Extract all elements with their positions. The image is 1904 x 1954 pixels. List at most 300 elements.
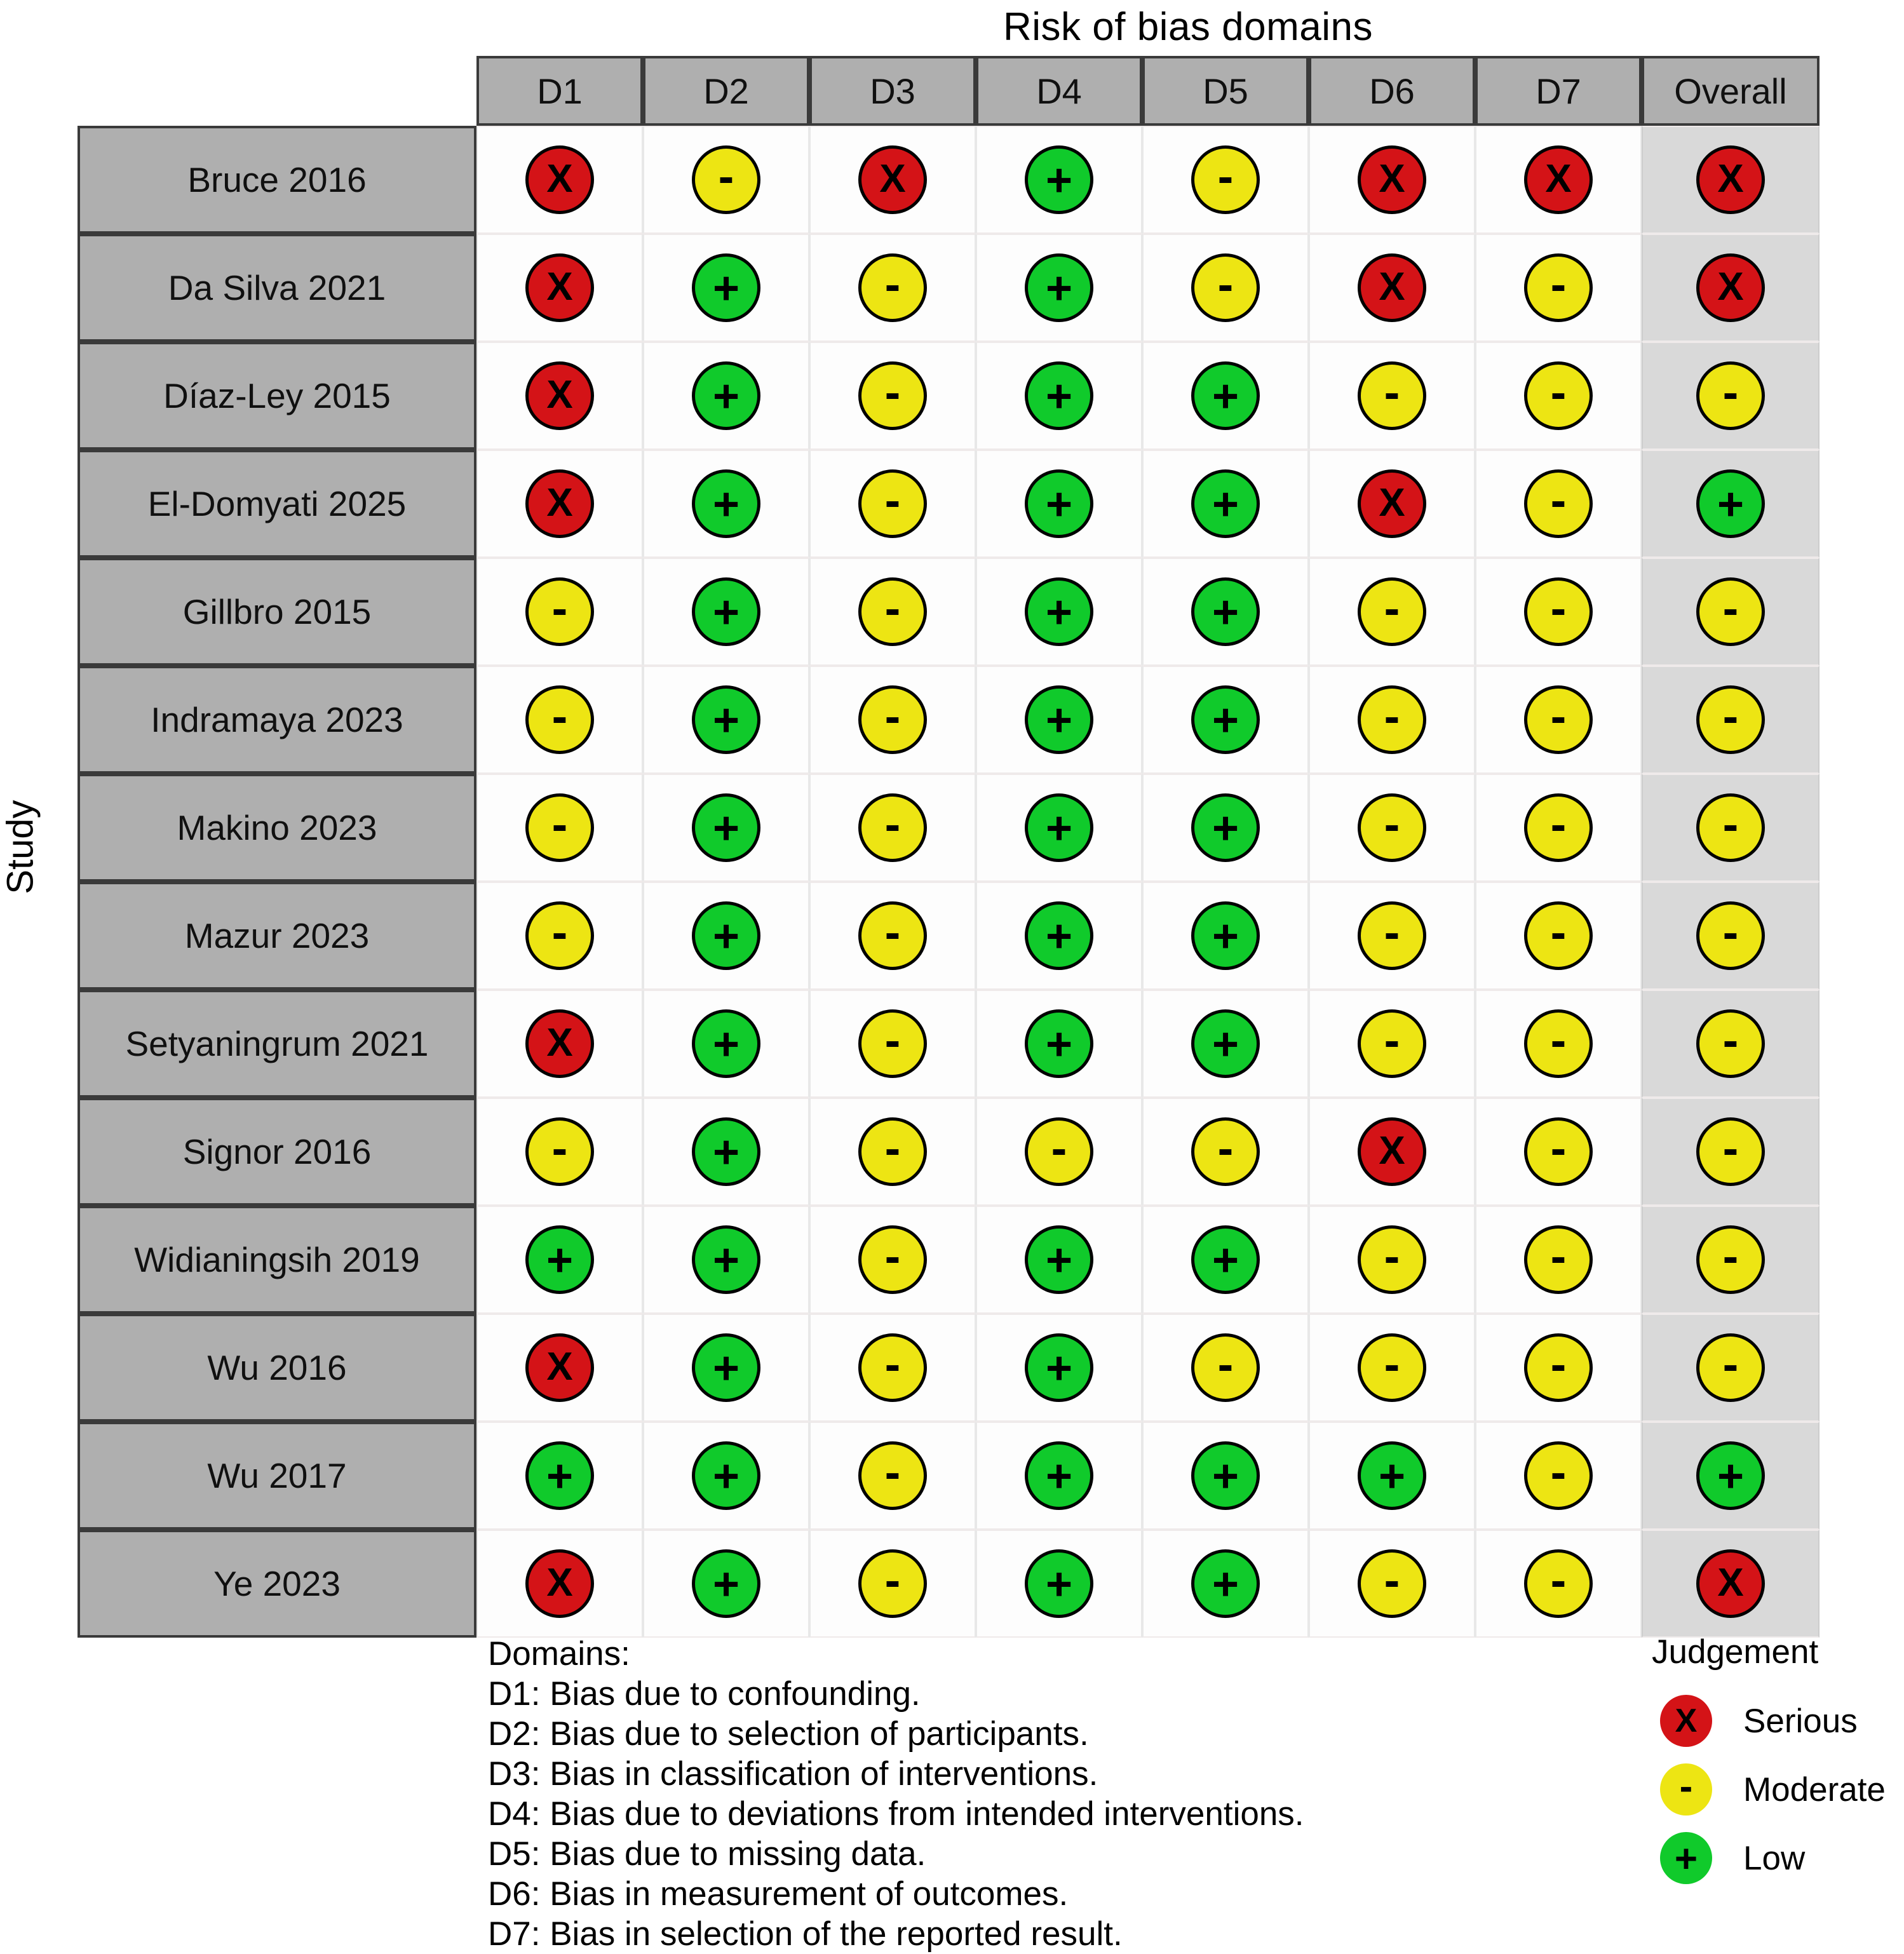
judgement-serious-icon xyxy=(525,1333,594,1402)
judgement-cell-d4 xyxy=(976,1098,1142,1206)
judgement-moderate-icon xyxy=(1696,1117,1765,1186)
judgement-moderate-icon xyxy=(858,1441,927,1510)
judgement-glyph: X xyxy=(546,481,573,525)
judgement-glyph: X xyxy=(1379,1129,1405,1173)
judgement-cell-d5 xyxy=(1142,990,1309,1098)
judgement-glyph: X xyxy=(1717,265,1744,309)
judgement-serious-icon xyxy=(1358,253,1426,322)
judgement-moderate-icon xyxy=(1524,793,1593,862)
judgement-low-icon xyxy=(1025,577,1093,646)
judgement-cell-d2 xyxy=(643,1422,809,1530)
judgement-glyph: X xyxy=(546,157,573,201)
judgement-moderate-icon xyxy=(1524,685,1593,754)
judgement-glyph: + xyxy=(712,1451,740,1502)
judgement-glyph: + xyxy=(712,1559,740,1610)
judgement-glyph: - xyxy=(1550,582,1567,635)
table-row xyxy=(78,558,1820,666)
judgement-cell-overall xyxy=(1642,558,1820,666)
judgement-cell-d6 xyxy=(1309,126,1475,234)
judgement-cell-d7 xyxy=(1475,342,1642,450)
column-header-d7: D7 xyxy=(1475,56,1642,126)
judgement-glyph: + xyxy=(1045,1559,1073,1610)
judgement-legend-title: Judgement xyxy=(1652,1633,1819,1671)
judgement-glyph: X xyxy=(546,265,573,309)
judgement-glyph: - xyxy=(551,582,568,635)
judgement-cell-d4 xyxy=(976,558,1142,666)
judgement-cell-d6 xyxy=(1309,1206,1475,1314)
judgement-moderate-icon xyxy=(1025,1117,1093,1186)
judgement-glyph: + xyxy=(712,587,740,638)
judgement-low-icon xyxy=(1025,1441,1093,1510)
judgement-glyph: - xyxy=(551,798,568,851)
judgement-low-icon xyxy=(692,361,760,430)
judgement-moderate-icon xyxy=(1358,1333,1426,1402)
judgement-serious-icon xyxy=(1358,145,1426,214)
domain-description-d2: D2: Bias due to selection of participants. xyxy=(488,1715,1089,1753)
judgement-serious-icon xyxy=(1358,469,1426,538)
judgement-glyph: + xyxy=(1212,803,1239,854)
table-row xyxy=(78,1530,1820,1638)
judgement-cell-d4 xyxy=(976,666,1142,774)
judgement-cell-d2 xyxy=(643,1314,809,1422)
judgement-cell-overall xyxy=(1642,990,1820,1098)
judgement-cell-overall xyxy=(1642,666,1820,774)
judgement-moderate-icon xyxy=(1696,361,1765,430)
judgement-glyph: - xyxy=(884,1554,901,1607)
study-label: Bruce 2016 xyxy=(78,126,476,234)
judgement-cell-d1 xyxy=(476,1098,643,1206)
column-header-overall: Overall xyxy=(1642,56,1820,126)
judgement-moderate-icon xyxy=(1524,361,1593,430)
judgement-low-icon xyxy=(1191,1441,1260,1510)
legend-label-serious: Serious xyxy=(1743,1702,1858,1740)
judgement-glyph: - xyxy=(1384,1338,1400,1391)
judgement-glyph: + xyxy=(1212,479,1239,530)
study-label: Widianingsih 2019 xyxy=(78,1206,476,1314)
judgement-cell-d5 xyxy=(1142,234,1309,342)
judgement-serious-icon xyxy=(525,145,594,214)
judgement-cell-d5 xyxy=(1142,1098,1309,1206)
judgement-cell-overall xyxy=(1642,1314,1820,1422)
judgement-cell-d3 xyxy=(809,126,976,234)
judgement-glyph: X xyxy=(879,157,906,201)
judgement-glyph: - xyxy=(1550,1338,1567,1391)
judgement-glyph: - xyxy=(1722,1122,1739,1175)
judgement-cell-d3 xyxy=(809,1206,976,1314)
judgement-glyph: - xyxy=(551,906,568,959)
judgement-glyph: - xyxy=(551,1122,568,1175)
judgement-glyph: - xyxy=(1722,906,1739,959)
judgement-cell-d5 xyxy=(1142,774,1309,882)
judgement-cell-d2 xyxy=(643,774,809,882)
judgement-low-icon xyxy=(525,1225,594,1294)
judgement-glyph: + xyxy=(712,1019,740,1070)
corner-spacer xyxy=(78,56,476,126)
judgement-cell-d7 xyxy=(1475,774,1642,882)
judgement-low-icon xyxy=(1191,469,1260,538)
judgement-glyph: + xyxy=(712,479,740,530)
judgement-glyph: - xyxy=(884,366,901,419)
judgement-cell-d1 xyxy=(476,1314,643,1422)
table-row xyxy=(78,774,1820,882)
judgement-cell-d7 xyxy=(1475,1206,1642,1314)
judgement-cell-overall xyxy=(1642,882,1820,990)
judgement-glyph: + xyxy=(712,371,740,422)
judgement-moderate-icon xyxy=(1191,1117,1260,1186)
judgement-cell-d7 xyxy=(1475,990,1642,1098)
judgement-moderate-icon xyxy=(858,1009,927,1078)
judgement-glyph: X xyxy=(1379,481,1405,525)
judgement-cell-d5 xyxy=(1142,1206,1309,1314)
domain-description-d3: D3: Bias in classification of interventions. xyxy=(488,1755,1098,1793)
judgement-glyph: + xyxy=(712,1343,740,1394)
judgement-moderate-icon xyxy=(1191,145,1260,214)
judgement-glyph: - xyxy=(1722,1230,1739,1283)
judgement-moderate-icon xyxy=(1524,1333,1593,1402)
judgement-cell-d4 xyxy=(976,1530,1142,1638)
judgement-glyph: - xyxy=(1051,1122,1067,1175)
study-label: Ye 2023 xyxy=(78,1530,476,1638)
judgement-cell-d6 xyxy=(1309,558,1475,666)
judgement-cell-d3 xyxy=(809,1530,976,1638)
judgement-serious-icon xyxy=(1358,1117,1426,1186)
judgement-cell-d2 xyxy=(643,1530,809,1638)
judgement-low-icon xyxy=(1191,901,1260,970)
judgement-moderate-icon xyxy=(692,145,760,214)
judgement-glyph: X xyxy=(1379,157,1405,201)
judgement-cell-d5 xyxy=(1142,558,1309,666)
judgement-low-icon xyxy=(1025,361,1093,430)
judgement-glyph: - xyxy=(884,798,901,851)
judgement-moderate-icon xyxy=(1191,1333,1260,1402)
judgement-cell-d2 xyxy=(643,666,809,774)
judgement-cell-overall xyxy=(1642,126,1820,234)
judgement-cell-d3 xyxy=(809,342,976,450)
judgement-cell-d5 xyxy=(1142,882,1309,990)
judgement-glyph: - xyxy=(884,690,901,743)
judgement-moderate-icon xyxy=(525,685,594,754)
judgement-moderate-icon xyxy=(858,901,927,970)
judgement-cell-overall xyxy=(1642,234,1820,342)
judgement-moderate-icon xyxy=(525,1117,594,1186)
judgement-glyph: + xyxy=(712,1235,740,1286)
judgement-glyph: X xyxy=(1717,157,1744,201)
judgement-cell-d2 xyxy=(643,882,809,990)
judgement-cell-d4 xyxy=(976,1314,1142,1422)
judgement-cell-d3 xyxy=(809,1098,976,1206)
judgement-low-icon xyxy=(1191,1225,1260,1294)
judgement-cell-d4 xyxy=(976,882,1142,990)
judgement-cell-d1 xyxy=(476,990,643,1098)
judgement-cell-d1 xyxy=(476,558,643,666)
judgement-moderate-icon xyxy=(525,901,594,970)
judgement-serious-icon xyxy=(525,253,594,322)
judgement-low-icon xyxy=(692,1333,760,1402)
domain-description-d1: D1: Bias due to confounding. xyxy=(488,1675,921,1713)
judgement-glyph: - xyxy=(1217,1338,1234,1391)
judgement-cell-d5 xyxy=(1142,1422,1309,1530)
judgement-low-icon xyxy=(525,1441,594,1510)
judgement-glyph: X xyxy=(546,373,573,417)
judgement-glyph: - xyxy=(1384,906,1400,959)
judgement-cell-d6 xyxy=(1309,1314,1475,1422)
judgement-low-icon xyxy=(1025,793,1093,862)
judgement-glyph: - xyxy=(1384,1014,1400,1067)
judgement-moderate-icon xyxy=(858,361,927,430)
judgement-cell-d4 xyxy=(976,342,1142,450)
table-row xyxy=(78,342,1820,450)
judgement-glyph: + xyxy=(1212,1451,1239,1502)
judgement-glyph: - xyxy=(1550,1122,1567,1175)
judgement-low-icon xyxy=(1025,145,1093,214)
judgement-cell-d4 xyxy=(976,234,1142,342)
domain-description-d4: D4: Bias due to deviations from intended interventions. xyxy=(488,1795,1304,1833)
judgement-cell-d6 xyxy=(1309,990,1475,1098)
judgement-cell-overall xyxy=(1642,342,1820,450)
judgement-glyph: - xyxy=(1384,690,1400,743)
table-row xyxy=(78,450,1820,558)
judgement-glyph: + xyxy=(1212,911,1239,962)
legend-glyph: X xyxy=(1675,1702,1698,1739)
judgement-glyph: - xyxy=(1722,690,1739,743)
judgement-moderate-icon xyxy=(1358,1009,1426,1078)
judgement-cell-overall xyxy=(1642,1530,1820,1638)
judgement-cell-d7 xyxy=(1475,234,1642,342)
judgement-serious-icon xyxy=(1696,1549,1765,1618)
judgement-glyph: - xyxy=(1550,690,1567,743)
judgement-low-icon xyxy=(692,577,760,646)
judgement-cell-d6 xyxy=(1309,1422,1475,1530)
judgement-low-icon xyxy=(1025,1225,1093,1294)
table-row xyxy=(78,126,1820,234)
judgement-glyph: - xyxy=(1217,258,1234,311)
judgement-low-icon xyxy=(1025,469,1093,538)
judgement-serious-icon xyxy=(525,469,594,538)
judgement-cell-d5 xyxy=(1142,1314,1309,1422)
study-label: Díaz-Ley 2015 xyxy=(78,342,476,450)
judgement-glyph: + xyxy=(712,1127,740,1178)
judgement-moderate-icon xyxy=(1696,577,1765,646)
judgement-glyph: X xyxy=(546,1021,573,1065)
judgement-low-icon xyxy=(1025,1009,1093,1078)
judgement-glyph: - xyxy=(1384,798,1400,851)
judgement-moderate-icon xyxy=(1524,577,1593,646)
judgement-low-icon xyxy=(1025,253,1093,322)
judgement-glyph: - xyxy=(1722,798,1739,851)
judgement-serious-icon xyxy=(525,1549,594,1618)
judgement-glyph: X xyxy=(1717,1561,1744,1605)
legend-swatch-wrap xyxy=(1652,1832,1720,1884)
judgement-cell-overall xyxy=(1642,1098,1820,1206)
legend-row-moderate xyxy=(1652,1755,1886,1824)
study-label: Makino 2023 xyxy=(78,774,476,882)
judgement-moderate-icon xyxy=(1358,1225,1426,1294)
judgement-cell-d3 xyxy=(809,666,976,774)
judgement-low-icon xyxy=(692,901,760,970)
judgement-glyph: + xyxy=(1045,911,1073,962)
judgement-moderate-icon xyxy=(1696,901,1765,970)
judgement-glyph: + xyxy=(1045,803,1073,854)
judgement-low-icon xyxy=(692,1009,760,1078)
judgement-glyph: + xyxy=(1045,155,1073,206)
judgement-low-icon xyxy=(1025,901,1093,970)
judgement-moderate-icon xyxy=(1524,253,1593,322)
judgement-glyph: + xyxy=(1212,1559,1239,1610)
judgement-cell-d3 xyxy=(809,1422,976,1530)
legend-row-low xyxy=(1652,1824,1886,1892)
judgement-low-icon xyxy=(1025,685,1093,754)
study-label: Setyaningrum 2021 xyxy=(78,990,476,1098)
table-header-row xyxy=(78,56,1820,126)
judgement-cell-d7 xyxy=(1475,1422,1642,1530)
judgement-glyph: - xyxy=(1550,258,1567,311)
judgement-cell-d6 xyxy=(1309,774,1475,882)
judgement-glyph: + xyxy=(546,1451,574,1502)
judgement-moderate-icon xyxy=(858,1333,927,1402)
judgement-cell-d2 xyxy=(643,342,809,450)
judgement-cell-d1 xyxy=(476,774,643,882)
judgement-cell-d3 xyxy=(809,234,976,342)
table-row xyxy=(78,882,1820,990)
column-header-d3: D3 xyxy=(809,56,976,126)
judgement-cell-d7 xyxy=(1475,558,1642,666)
judgement-glyph: + xyxy=(712,695,740,746)
judgement-glyph: - xyxy=(1550,906,1567,959)
judgement-moderate-icon xyxy=(858,1225,927,1294)
column-header-d5: D5 xyxy=(1142,56,1309,126)
judgement-cell-d1 xyxy=(476,126,643,234)
judgement-glyph: + xyxy=(712,263,740,314)
judgement-cell-d1 xyxy=(476,1206,643,1314)
judgement-glyph: - xyxy=(1550,798,1567,851)
domain-description-d6: D6: Bias in measurement of outcomes. xyxy=(488,1875,1069,1913)
judgement-glyph: - xyxy=(1550,1014,1567,1067)
judgement-low-icon xyxy=(692,1549,760,1618)
judgement-moderate-icon xyxy=(525,793,594,862)
legend-row-serious xyxy=(1652,1687,1886,1755)
judgement-glyph: - xyxy=(884,474,901,527)
study-label: El-Domyati 2025 xyxy=(78,450,476,558)
judgement-cell-d4 xyxy=(976,774,1142,882)
judgement-moderate-icon xyxy=(858,1549,927,1618)
judgement-cell-d7 xyxy=(1475,450,1642,558)
judgement-low-icon xyxy=(692,685,760,754)
judgement-cell-d3 xyxy=(809,1314,976,1422)
judgement-moderate-icon xyxy=(858,1117,927,1186)
page-title: Risk of bias domains xyxy=(1003,5,1374,49)
legend-glyph: + xyxy=(1674,1837,1698,1881)
judgement-glyph: - xyxy=(1550,1554,1567,1607)
judgement-glyph: - xyxy=(884,1014,901,1067)
judgement-cell-d6 xyxy=(1309,342,1475,450)
domains-legend xyxy=(488,1634,1304,1954)
judgement-moderate-icon xyxy=(1358,1549,1426,1618)
judgement-glyph: - xyxy=(1722,366,1739,419)
judgement-low-icon xyxy=(1358,1441,1426,1510)
study-label: Mazur 2023 xyxy=(78,882,476,990)
table-row xyxy=(78,666,1820,774)
judgement-cell-d1 xyxy=(476,1422,643,1530)
judgement-cell-d4 xyxy=(976,126,1142,234)
judgement-cell-d4 xyxy=(976,1206,1142,1314)
judgement-glyph: - xyxy=(1550,1230,1567,1283)
domains-legend-heading: Domains: xyxy=(488,1635,630,1673)
judgement-glyph: - xyxy=(1217,150,1234,203)
judgement-moderate-icon xyxy=(1524,1441,1593,1510)
study-label: Signor 2016 xyxy=(78,1098,476,1206)
judgement-cell-d7 xyxy=(1475,1314,1642,1422)
judgement-cell-d7 xyxy=(1475,1098,1642,1206)
judgement-glyph: - xyxy=(718,150,734,203)
judgement-cell-d6 xyxy=(1309,450,1475,558)
judgement-cell-d6 xyxy=(1309,666,1475,774)
judgement-serious-icon xyxy=(525,1009,594,1078)
judgement-glyph: - xyxy=(1217,1122,1234,1175)
judgement-glyph: + xyxy=(1212,1019,1239,1070)
judgement-glyph: X xyxy=(546,1561,573,1605)
judgement-moderate-icon xyxy=(525,577,594,646)
judgement-serious-icon xyxy=(1696,145,1765,214)
judgement-moderate-icon xyxy=(1696,685,1765,754)
column-header-d1: D1 xyxy=(476,56,643,126)
judgement-cell-d1 xyxy=(476,342,643,450)
judgement-low-icon xyxy=(1025,1333,1093,1402)
judgement-glyph: + xyxy=(1717,1451,1745,1502)
judgement-glyph: + xyxy=(1045,1451,1073,1502)
judgement-cell-d1 xyxy=(476,882,643,990)
judgement-glyph: - xyxy=(1722,1014,1739,1067)
table-row xyxy=(78,1314,1820,1422)
judgement-glyph: - xyxy=(1384,1554,1400,1607)
judgement-cell-d4 xyxy=(976,450,1142,558)
judgement-moderate-icon xyxy=(1524,1009,1593,1078)
judgement-cell-overall xyxy=(1642,1422,1820,1530)
judgement-cell-d6 xyxy=(1309,234,1475,342)
judgement-low-icon xyxy=(1696,469,1765,538)
judgement-glyph: - xyxy=(1384,582,1400,635)
judgement-glyph: - xyxy=(1550,1446,1567,1499)
judgement-low-icon xyxy=(692,793,760,862)
judgement-glyph: - xyxy=(884,582,901,635)
judgement-cell-d3 xyxy=(809,450,976,558)
judgement-moderate-icon xyxy=(1524,901,1593,970)
judgement-low-icon xyxy=(1191,577,1260,646)
legend-label-low: Low xyxy=(1743,1839,1806,1877)
legend-moderate-icon xyxy=(1660,1763,1712,1816)
judgement-glyph: + xyxy=(1045,695,1073,746)
judgement-low-icon xyxy=(692,469,760,538)
judgement-cell-d3 xyxy=(809,558,976,666)
judgement-cell-d6 xyxy=(1309,882,1475,990)
judgement-low-icon xyxy=(692,1117,760,1186)
judgement-glyph: + xyxy=(1212,587,1239,638)
judgement-moderate-icon xyxy=(1191,253,1260,322)
judgement-cell-d2 xyxy=(643,1206,809,1314)
judgement-glyph: X xyxy=(546,1345,573,1389)
judgement-cell-d1 xyxy=(476,450,643,558)
judgement-cell-d4 xyxy=(976,990,1142,1098)
judgement-glyph: - xyxy=(884,906,901,959)
judgement-low-icon xyxy=(692,253,760,322)
column-header-d6: D6 xyxy=(1309,56,1475,126)
judgement-glyph: - xyxy=(884,1446,901,1499)
judgement-moderate-icon xyxy=(1696,1333,1765,1402)
judgement-cell-d2 xyxy=(643,126,809,234)
judgement-glyph: + xyxy=(1045,1343,1073,1394)
table-row xyxy=(78,1422,1820,1530)
judgement-cell-overall xyxy=(1642,1206,1820,1314)
judgement-moderate-icon xyxy=(858,577,927,646)
